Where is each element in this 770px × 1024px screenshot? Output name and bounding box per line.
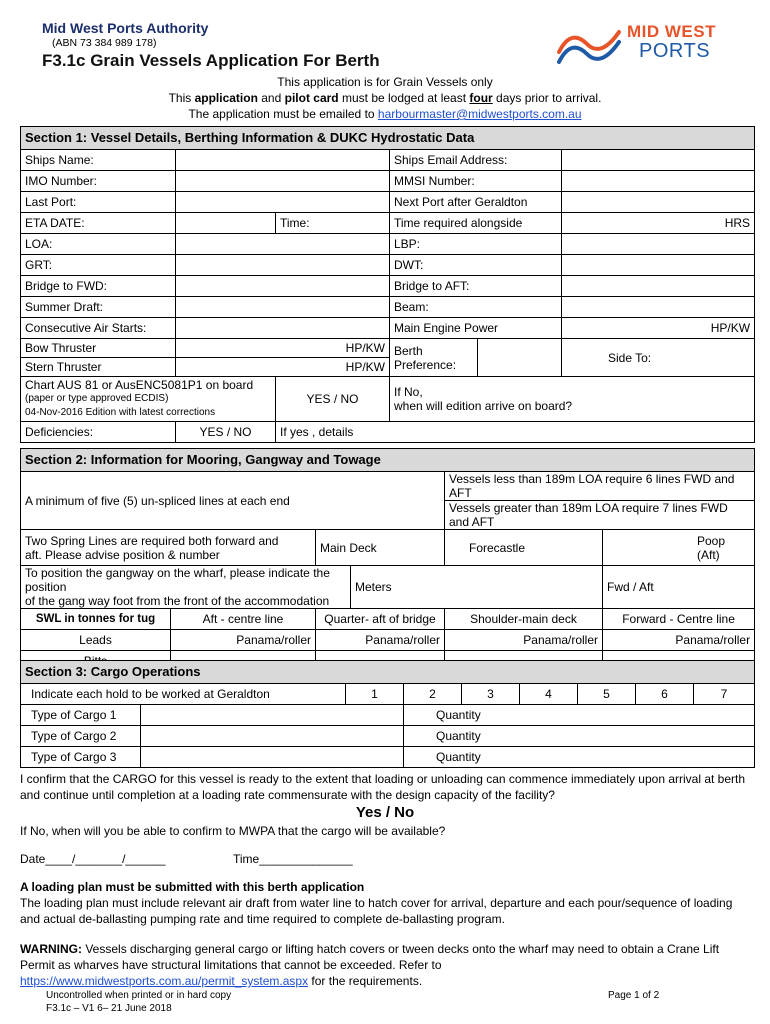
gangway-fwd-aft-field[interactable]: Fwd / Aft [603,566,755,609]
side-to-field[interactable]: Side To: [562,339,755,377]
loa-label: LOA: [21,234,176,255]
beam-field[interactable] [562,297,755,318]
forward-centre-header: Forward - Centre line [603,609,755,630]
deficiencies-label: Deficiencies: [21,422,176,443]
main-engine-hpkw[interactable]: HP/KW [562,318,755,339]
mmsi-label: MMSI Number: [390,171,562,192]
beam-label: Beam: [390,297,562,318]
summer-draft-field[interactable] [176,297,390,318]
forecastle-field[interactable]: Forecastle [445,530,603,566]
lines-greater-189: Vessels greater than 189m LOA require 7 lines FWD and AFT [445,501,755,530]
bridge-fwd-field[interactable] [176,276,390,297]
grt-label: GRT: [21,255,176,276]
bow-thruster-label: Bow Thruster [21,339,176,358]
cargo-2-field[interactable] [141,726,404,747]
ships-email-field[interactable] [562,150,755,171]
eta-date-label: ETA DATE: [21,213,176,234]
cargo-1-quantity[interactable]: Quantity [404,705,755,726]
lbp-label: LBP: [390,234,562,255]
org-name: Mid West Ports Authority [42,20,209,36]
loading-plan-heading: A loading plan must be submitted with this berth application [20,880,365,894]
cargo-2-quantity[interactable]: Quantity [404,726,755,747]
swl-tug-label: SWL in tonnes for tug [21,609,171,630]
cargo-1-field[interactable] [141,705,404,726]
indicate-holds-label: Indicate each hold to be worked at Geraldton [21,684,346,705]
hold-1[interactable]: 1 [346,684,404,705]
section-3-header: Section 3: Cargo Operations [21,661,755,684]
leads-shoulder-field[interactable]: Panama/roller [445,630,603,651]
org-abn: (ABN 73 384 989 178) [52,37,157,49]
bridge-fwd-label: Bridge to FWD: [21,276,176,297]
chart-edition-arrival[interactable]: If No, when will edition arrive on board? [390,377,755,422]
time-alongside-hrs[interactable]: HRS [562,213,755,234]
next-port-label: Next Port after Geraldton [390,192,562,213]
aft-centre-header: Aft - centre line [171,609,316,630]
loading-plan-text: The loading plan must include relevant air draft from water line to hatch cover for arrival, departure and each pour/sequence of loading and actual de-ballasting pumping rate and time required to complete de-ballasting program. [20,896,733,926]
mid-west-ports-logo [555,20,755,70]
if-no-confirm-text: If No, when will you be able to confirm to MWPA that the cargo will be available? [20,824,446,838]
gangway-meters-field[interactable]: Meters [351,566,603,609]
warning-text: WARNING: Vessels discharging general cargo or lifting hatch covers or tween decks onto the wharf may need to obtain a Crane Lift Permit as wharves have structural limitations that cannot be exceeded. Refer to https://www.midwestports.com.au/permit_system.aspx for the requirements. [20,942,720,988]
mmsi-field[interactable] [562,171,755,192]
lines-less-189: Vessels less than 189m LOA require 6 lines FWD and AFT [445,472,755,501]
cargo-confirm-text: I confirm that the CARGO for this vessel is ready to the extent that loading or unloading can commence immediately upon arrival at berth and continue until completion at a loading rate commensurate with the design capacity of the facility? [20,772,746,802]
form-title: F3.1c Grain Vessels Application For Berth [42,51,380,70]
spring-lines-label: Two Spring Lines are required both forward and aft. Please advise position & number [21,530,316,566]
leads-forward-field[interactable]: Panama/roller [603,630,755,651]
next-port-field[interactable] [562,192,755,213]
imo-label: IMO Number: [21,171,176,192]
gangway-position-label: To position the gangway on the wharf, please indicate the position of the gang way foot from the front of the accommodation [21,566,351,609]
ships-email-label: Ships Email Address: [390,150,562,171]
poop-aft-field[interactable]: Poop (Aft) [603,530,755,566]
berth-preference-label: Berth Preference: [390,339,478,377]
intro-line-3: The application must be emailed to harbourmaster@midwestports.com.au [188,107,582,121]
min-lines-label: A minimum of five (5) un-spliced lines at each end [21,472,445,530]
lbp-field[interactable] [562,234,755,255]
waves-logo-icon [555,22,625,66]
footer-version: F3.1c – V1 6– 21 June 2018 [46,1003,172,1014]
cargo-3-field[interactable] [141,747,404,768]
hold-3[interactable]: 3 [462,684,520,705]
leads-quarter-field[interactable]: Panama/roller [316,630,445,651]
stern-thruster-hpkw[interactable]: HP/KW [176,358,390,377]
section-1-header: Section 1: Vessel Details, Berthing Information & DUKC Hydrostatic Data [21,127,755,150]
chart-requirement-label: Chart AUS 81 or AusENC5081P1 on board (paper or type approved ECDIS) 04-Nov-2016 Edition with latest corrections [21,377,276,422]
ships-name-label: Ships Name: [21,150,176,171]
eta-date-field[interactable] [176,213,276,234]
hold-2[interactable]: 2 [404,684,462,705]
section-3-table [20,660,755,768]
last-port-label: Last Port: [21,192,176,213]
berth-preference-field[interactable] [478,339,562,377]
main-engine-label: Main Engine Power [390,318,562,339]
main-deck-field[interactable]: Main Deck [316,530,445,566]
section-1-table [20,126,755,443]
air-starts-field[interactable] [176,318,390,339]
summer-draft-label: Summer Draft: [21,297,176,318]
chart-yes-no[interactable]: YES / NO [276,377,390,422]
cargo-1-label: Type of Cargo 1 [21,705,141,726]
cargo-3-label: Type of Cargo 3 [21,747,141,768]
logo-text-ports: PORTS [639,40,711,62]
hold-5[interactable]: 5 [578,684,636,705]
intro-line-2: This application and pilot card must be lodged at least four days prior to arrival. [168,91,602,105]
bow-thruster-hpkw[interactable]: HP/KW [176,339,390,358]
air-starts-label: Consecutive Air Starts: [21,318,176,339]
confirm-date-field[interactable]: Date____/_______/______ [20,852,166,866]
imo-field[interactable] [176,171,390,192]
bridge-aft-field[interactable] [562,276,755,297]
footer-uncontrolled: Uncontrolled when printed or in hard copy [46,990,232,1001]
ships-name-field[interactable] [176,150,390,171]
eta-time-label[interactable]: Time: [276,213,390,234]
deficiencies-details[interactable]: If yes , details [276,422,755,443]
leads-label: Leads [21,630,171,651]
bridge-aft-label: Bridge to AFT: [390,276,562,297]
loa-field[interactable] [176,234,390,255]
deficiencies-yes-no[interactable]: YES / NO [176,422,276,443]
cargo-2-label: Type of Cargo 2 [21,726,141,747]
dwt-field[interactable] [562,255,755,276]
harbourmaster-email-link[interactable]: harbourmaster@midwestports.com.au [377,107,582,121]
logo-text-mid-west: MID WEST [627,22,716,41]
permit-system-link[interactable]: https://www.midwestports.com.au/permit_system.aspx [20,974,309,988]
last-port-field[interactable] [176,192,390,213]
cargo-yes-no[interactable]: Yes / No [355,804,415,821]
hold-6[interactable]: 6 [636,684,694,705]
stern-thruster-label: Stern Thruster [21,358,176,377]
hold-4[interactable]: 4 [520,684,578,705]
section-2-table [20,448,755,672]
shoulder-main-header: Shoulder-main deck [445,609,603,630]
confirm-time-field[interactable]: Time______________ [233,852,353,866]
grt-field[interactable] [176,255,390,276]
cargo-3-quantity[interactable]: Quantity [404,747,755,768]
hold-7[interactable]: 7 [694,684,755,705]
quarter-aft-header: Quarter- aft of bridge [316,609,445,630]
time-alongside-label: Time required alongside [390,213,562,234]
footer-page-number: Page 1 of 2 [608,990,660,1001]
leads-aft-field[interactable]: Panama/roller [171,630,316,651]
intro-line-1: This application is for Grain Vessels only [277,75,493,89]
dwt-label: DWT: [390,255,562,276]
section-2-header: Section 2: Information for Mooring, Gangway and Towage [21,449,755,472]
